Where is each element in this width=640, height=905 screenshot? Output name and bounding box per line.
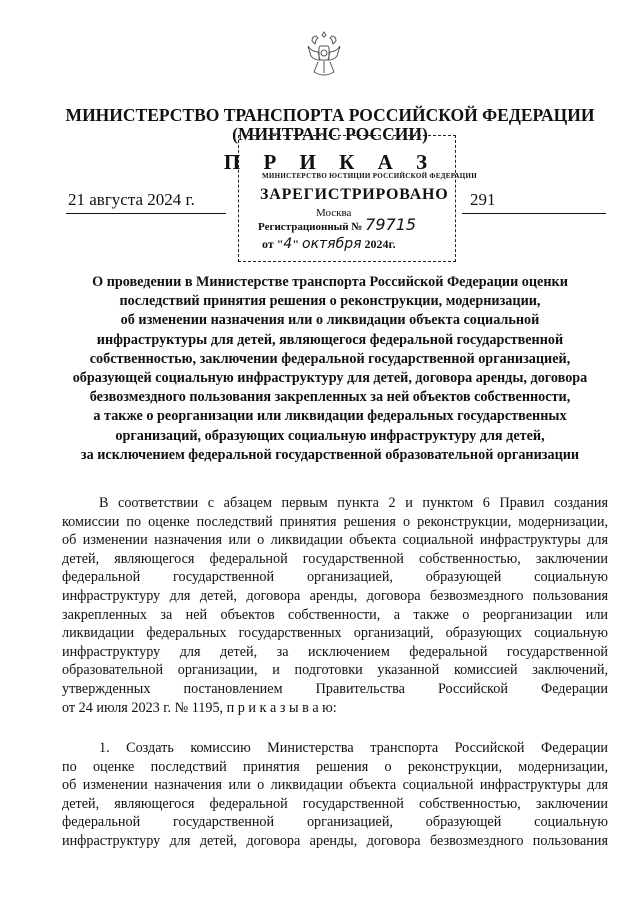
paragraph-line: В соответствии с абзацем первым пункта 2 и пунктом 6 Правил создания bbox=[99, 495, 608, 511]
paragraph-line: инфраструктуру для детей, за исключением федеральной государственной bbox=[62, 643, 608, 660]
stamp-reg-label: Регистрационный № bbox=[258, 221, 363, 233]
paragraph-line: по оценке последствий принятия решения о реконструкции, модернизации, bbox=[62, 758, 608, 775]
paragraph-line: об изменении назначения или о ликвидации объекта социальной инфраструктуры для bbox=[62, 532, 608, 549]
stamp-date bbox=[262, 236, 396, 252]
title-line: О проведении в Министерстве транспорта Российской Федерации оценки bbox=[92, 274, 568, 290]
ministry-name: МИНИСТЕРСТВО ТРАНСПОРТА РОССИЙСКОЙ ФЕДЕРАЦИИ bbox=[65, 105, 595, 125]
coat-of-arms-emblem bbox=[302, 28, 346, 80]
number-underline bbox=[462, 213, 606, 214]
stamp-date-month: октября bbox=[302, 236, 362, 252]
stamp-subtitle: МИНИСТЕРСТВО ЮСТИЦИИ РОССИЙСКОЙ ФЕДЕРАЦИИ bbox=[262, 172, 478, 180]
paragraph-line: закрепленных за ней объектов собственности, а также о реорганизации или bbox=[62, 606, 608, 623]
paragraph-line: федеральной государственной организацией, образующей социальную bbox=[62, 814, 608, 831]
paragraph-line: инфраструктуру для детей, договора аренды, договора безвозмездного пользования bbox=[62, 587, 608, 604]
paragraph-line: ликвидации федеральных государственных организаций, образующих социальную bbox=[62, 625, 608, 642]
title-line: инфраструктуры для детей, являющегося федеральной государственной bbox=[96, 331, 564, 348]
paragraph-line: детей, являющегося федеральной государственной собственностью, заключении bbox=[62, 795, 608, 812]
paragraph-line: образовательной организации, и подготовки указанной комиссией заключений, bbox=[62, 662, 608, 679]
title-line: а также о реорганизации или ликвидации федеральных государственных bbox=[93, 408, 567, 425]
paragraph-line: 1. Создать комиссию Министерства транспорта Российской Федерации bbox=[99, 740, 608, 756]
stamp-reg-number: 79715 bbox=[365, 215, 417, 234]
stamp-date-day: 4 bbox=[283, 236, 293, 252]
stamp-registered: ЗАРЕГИСТРИРОВАНО bbox=[260, 186, 449, 203]
paragraph-line: от 24 июля 2023 г. № 1195, п р и к а з ы в а ю: bbox=[62, 699, 337, 716]
item-1-paragraph bbox=[62, 739, 608, 851]
date-underline bbox=[66, 213, 226, 214]
order-date: 21 августа 2024 г. bbox=[68, 190, 195, 209]
preamble-paragraph bbox=[62, 494, 608, 717]
title-line: собственностью, заключении федеральной государственной организацией, bbox=[89, 350, 571, 367]
order-title: П Р И К А З bbox=[223, 150, 437, 174]
title-line: безвозмездного пользования закрепленных за ней объектов собственности, bbox=[89, 389, 571, 406]
paragraph-line: детей, являющегося федеральной государственной собственностью, заключении bbox=[62, 550, 608, 567]
title-line: об изменении назначения или о ликвидации объекта социальной bbox=[120, 312, 540, 329]
ministry-short-name: (МИНТРАНС РОССИИ) bbox=[232, 124, 428, 144]
paragraph-line: федеральной государственной организацией, образующей социальную bbox=[62, 569, 608, 586]
stamp-registration-number bbox=[258, 215, 416, 234]
title-line: образующей социальную инфраструктуру для детей, договора аренды, договора bbox=[72, 370, 588, 387]
stamp-city: Москва bbox=[316, 207, 352, 219]
stamp-date-prefix: от " bbox=[262, 237, 284, 251]
stamp-date-year: 2024г. bbox=[364, 237, 396, 251]
paragraph-line: инфраструктуру для детей, договора аренды, договора безвозмездного пользования bbox=[62, 832, 608, 849]
title-line: за исключением федеральной государственной образовательной организации bbox=[80, 446, 580, 463]
stamp-date-mid: " bbox=[292, 237, 299, 251]
order-number: 291 bbox=[470, 190, 496, 209]
order-subject-title bbox=[70, 273, 590, 465]
title-line: последствий принятия решения о реконструкции, модернизации, bbox=[119, 293, 541, 310]
paragraph-line: об изменении назначения или о ликвидации объекта социальной инфраструктуры для bbox=[62, 777, 608, 794]
title-line: организаций, образующих социальную инфраструктуру для детей, bbox=[115, 427, 545, 444]
paragraph-line: комиссии по оценке последствий принятия решения о реконструкции, модернизации, bbox=[62, 513, 608, 530]
paragraph-line: утвержденных постановлением Правительства Российской Федерации bbox=[62, 680, 608, 697]
